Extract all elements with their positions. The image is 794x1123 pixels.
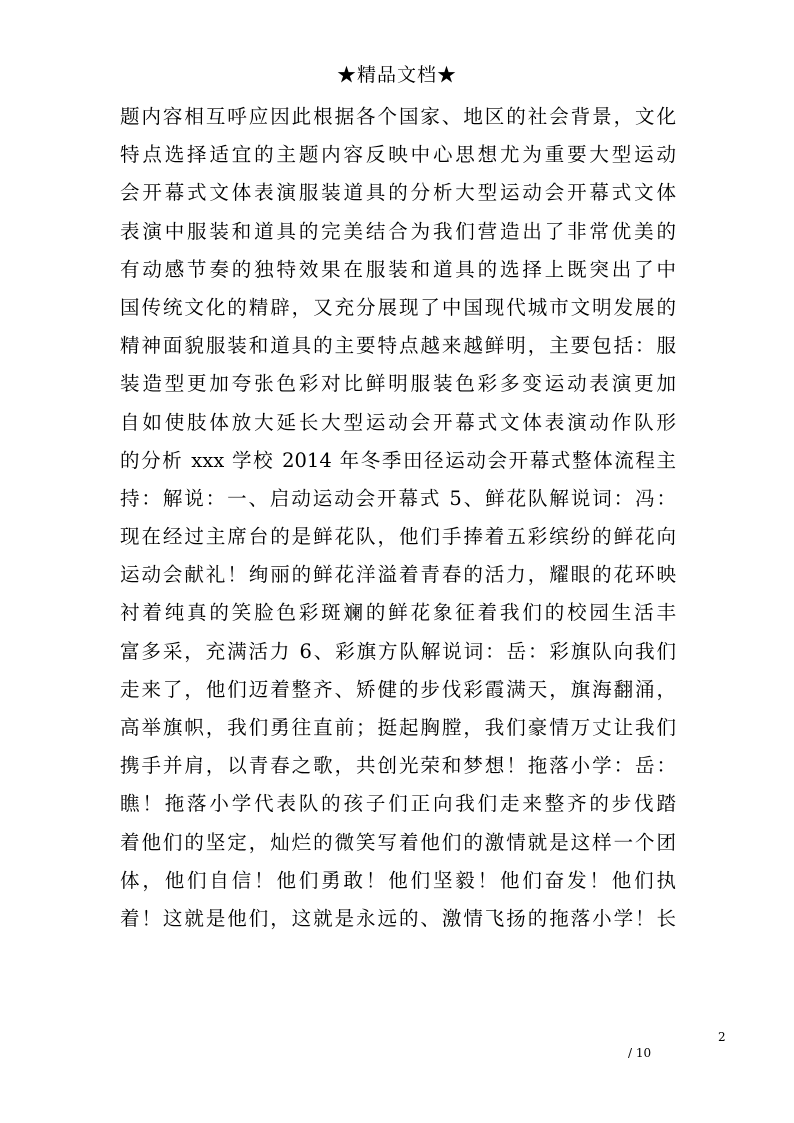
text-line: 国传统文化的精辟，又充分展现了中国现代城市文明发展的 — [120, 295, 676, 319]
text-line: 富多采，充满活力 6、彩旗方队解说词：岳：彩旗队向我们 — [120, 639, 676, 663]
text-line: 精神面貌服装和道具的主要特点越来越鲜明，主要包括：服 — [120, 334, 676, 358]
text-line: 现在经过主席台的是鲜花队，他们手捧着五彩缤纷的鲜花向 — [120, 525, 676, 549]
text-line: 携手并肩，以青春之歌，共创光荣和梦想！拖落小学：岳： — [120, 754, 676, 778]
text-line: 特点选择适宜的主题内容反映中心思想尤为重要大型运动 — [120, 143, 676, 167]
text-line: 会开幕式文体表演服装道具的分析大型运动会开幕式文体 — [120, 181, 676, 205]
text-line: 装造型更加夸张色彩对比鲜明服装色彩多变运动表演更加 — [120, 372, 676, 396]
text-line: 走来了，他们迈着整齐、矫健的步伐彩霞满天，旗海翻涌， — [120, 677, 676, 701]
document-header: ★精品文档★ — [336, 64, 457, 86]
text-line: 衬着纯真的笑脸色彩斑斓的鲜花象征着我们的校园生活丰 — [120, 601, 676, 625]
page-total: / 10 — [628, 1046, 652, 1060]
text-line: 着！这就是他们，这就是永远的、激情飞扬的拖落小学！长 — [120, 906, 676, 930]
text-line: 高举旗帜，我们勇往直前；挺起胸膛，我们豪情万丈让我们 — [120, 716, 676, 739]
page-number: 2 — [718, 1030, 726, 1044]
text-line: 题内容相互呼应因此根据各个国家、地区的社会背景，文化 — [120, 105, 676, 128]
text-line: 有动感节奏的独特效果在服装和道具的选择上既突出了中 — [120, 257, 676, 281]
text-line: 体，他们自信！他们勇敢！他们坚毅！他们奋发！他们执 — [120, 868, 676, 892]
text-line: 的分析 xxx 学校 2014 年冬季田径运动会开幕式整体流程主 — [120, 448, 676, 472]
text-line: 着他们的坚定，灿烂的微笑写着他们的激情就是这样一个团 — [120, 830, 676, 854]
text-line: 自如使肢体放大延长大型运动会开幕式文体表演动作队形 — [120, 410, 676, 434]
text-line: 表演中服装和道具的完美结合为我们营造出了非常优美的 — [120, 219, 676, 243]
text-line: 运动会献礼！绚丽的鲜花洋溢着青春的活力，耀眼的花环映 — [120, 563, 676, 587]
text-line: 持：解说：一、启动运动会开幕式 5、鲜花队解说词：冯： — [120, 486, 676, 510]
document-body — [120, 98, 676, 938]
text-line: 瞧！拖落小学代表队的孩子们正向我们走来整齐的步伐踏 — [120, 792, 676, 816]
